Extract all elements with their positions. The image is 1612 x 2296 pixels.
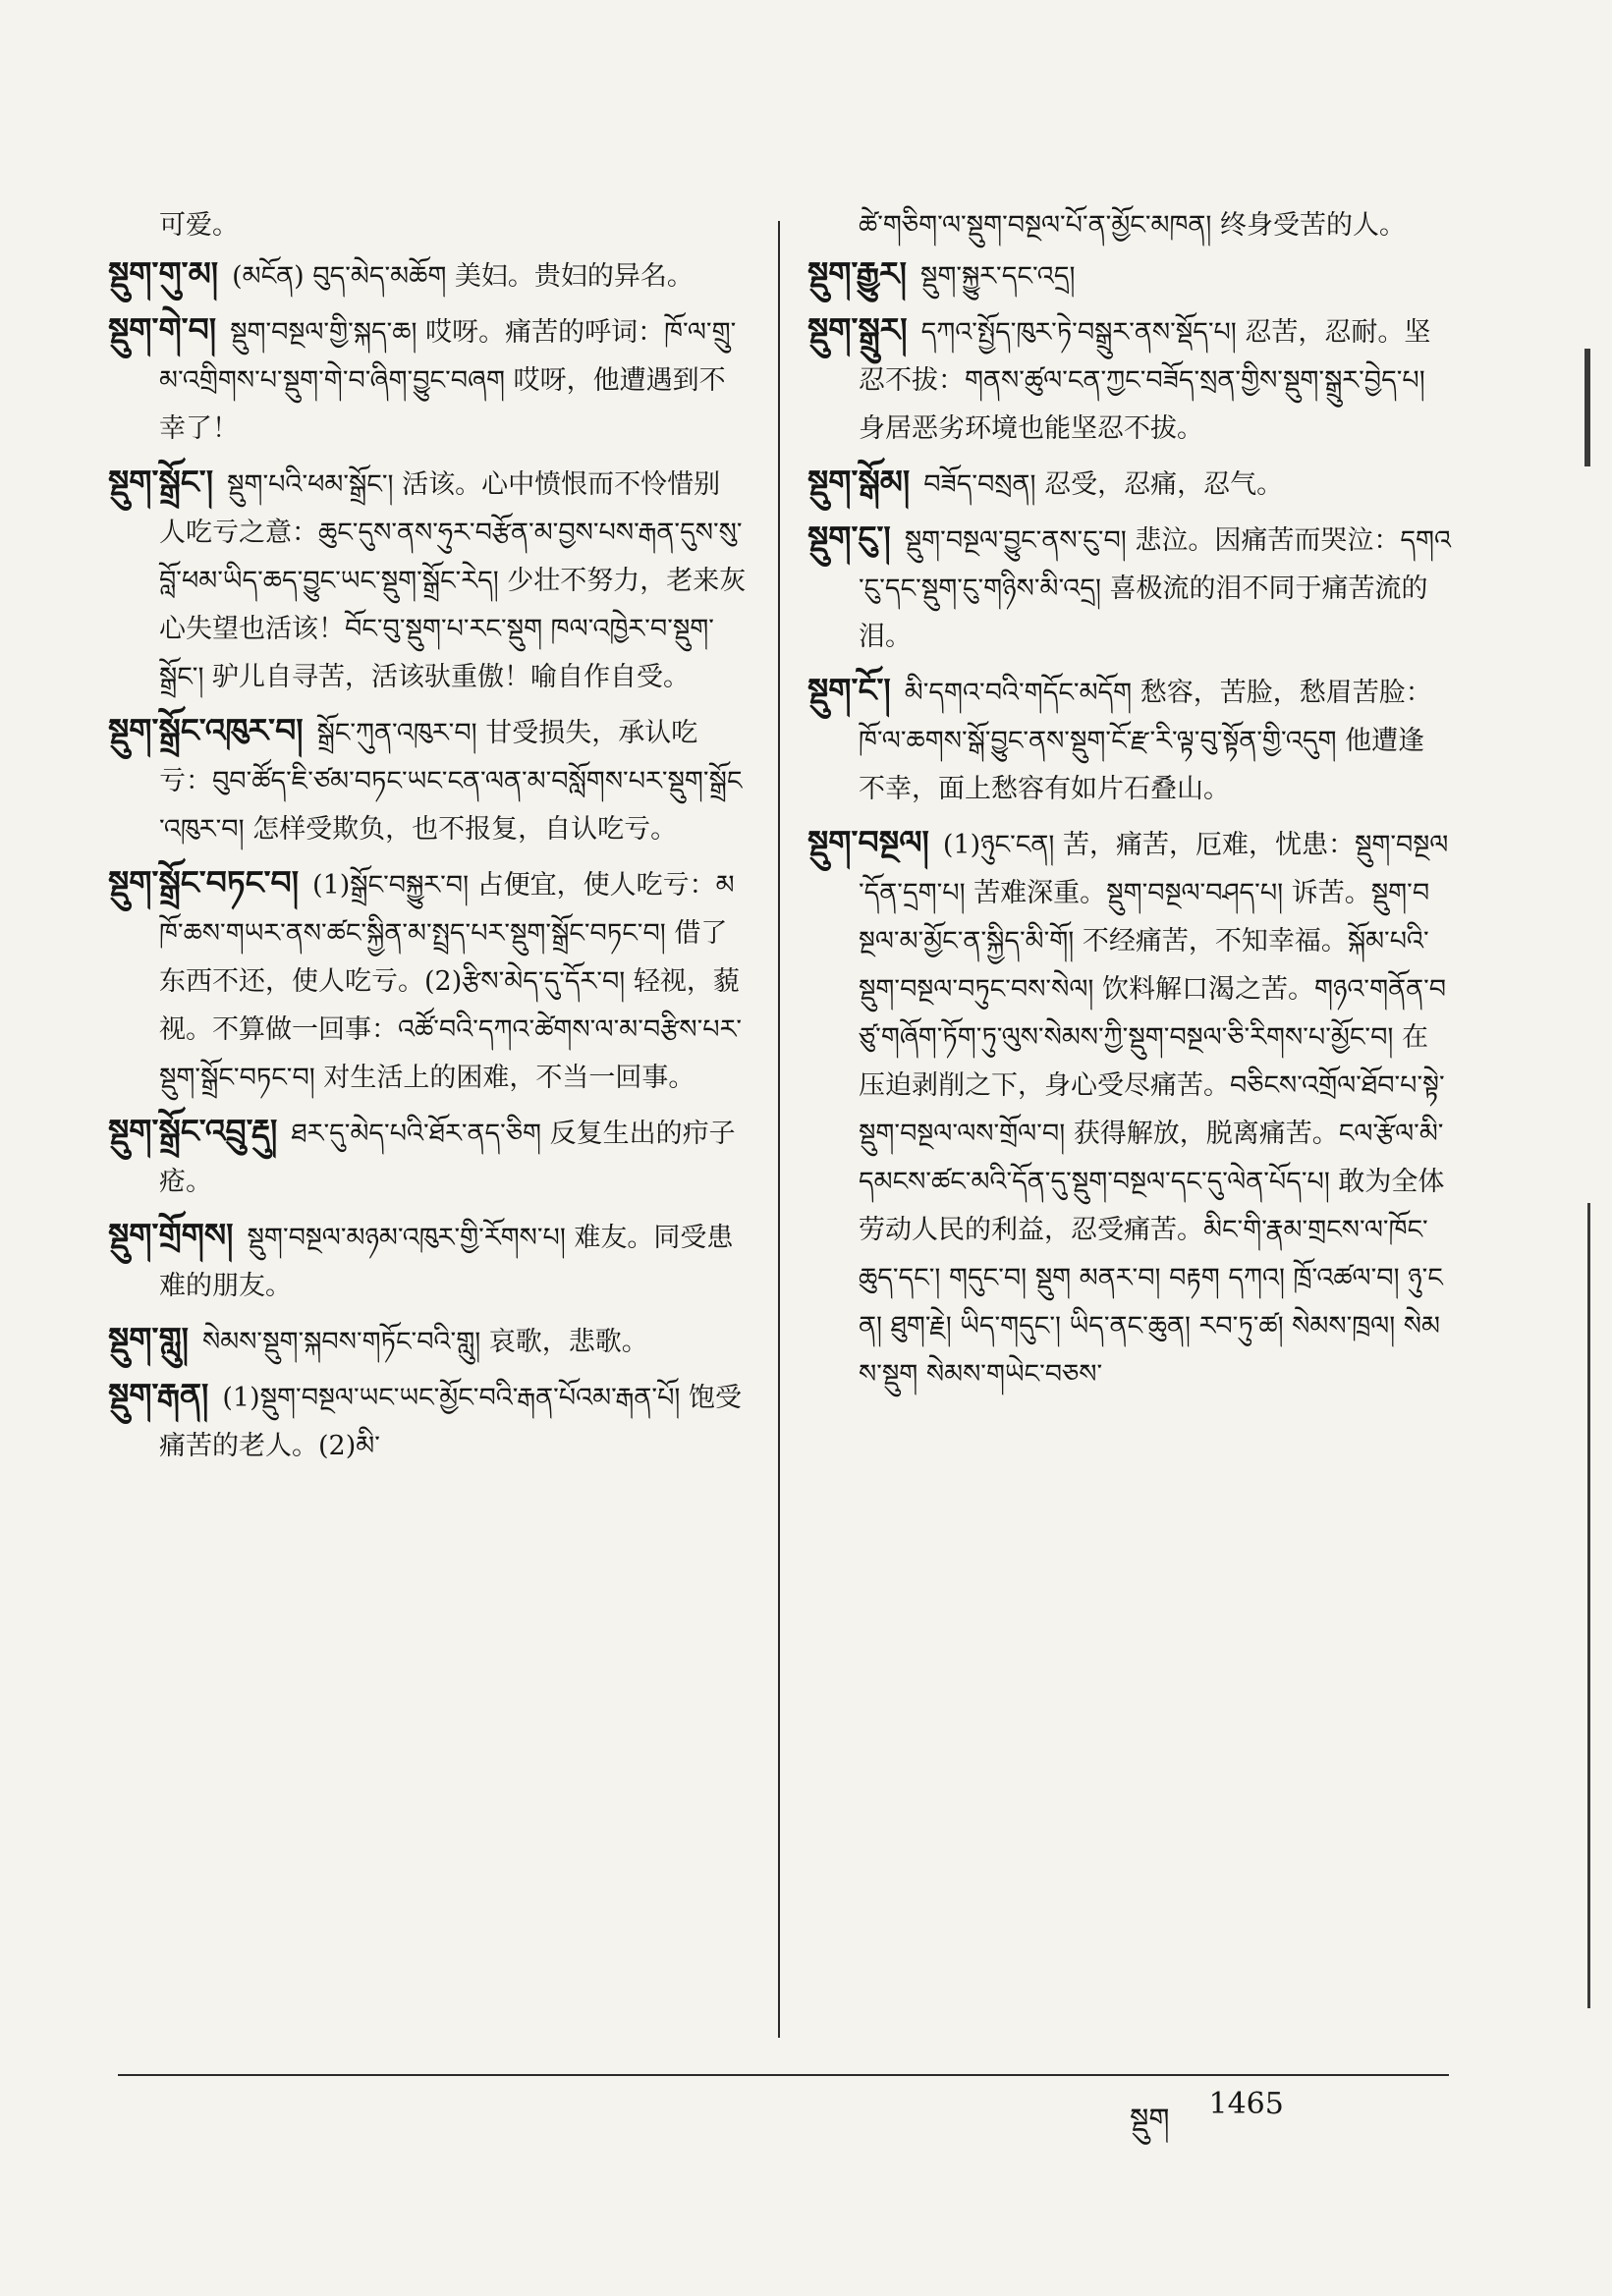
entry-definition: མི་དགའ་བའི་གདོང་མདོག 愁容，苦脸，愁眉苦脸：ཁོ་ལ་ཆགས་སྒོ་བྱུང་ནས་སྡུག་ངོ་རྫ་རི་ལྟ་བུ་སྟོན་གྱི་འདུག 他遭逢不幸，面上愁容有如片石叠山。 — [859, 678, 1432, 804]
entry-headword: སྡུག་སྒྲོང་འབྲུ་རྡུ། — [108, 1112, 278, 1150]
entry-headword: སྡུག་གླུ། — [108, 1320, 190, 1358]
entry-definition: སྡུག་བསྔལ་མཉམ་འཁུར་གྱི་རོགས་པ། 难友。同受患难的朋友。 — [159, 1223, 734, 1301]
scan-edge-mark — [1584, 349, 1590, 466]
dictionary-entry — [108, 1211, 747, 1310]
dictionary-entry — [807, 818, 1451, 1398]
dictionary-entry — [807, 249, 1451, 301]
dictionary-entry — [807, 458, 1451, 509]
entry-definition: སྒྲོང་ཀུན་འཁུར་བ། 甘受损失，承认吃亏：བུབ་ཚོད་ཇི་ཙམ་བཏང་ཡང་ངན་ལན་མ་བསློགས་པར་སྡུག་སྒྲོང་འཁུར་བ། 怎样受欺负，也不报复，自认吃亏。 — [159, 718, 743, 845]
page-number: 1465 — [1208, 2087, 1284, 2121]
entry-definition: (མངོན) བུད་མེད་མཆོག 美妇。贵妇的异名。 — [232, 261, 694, 292]
dictionary-entry — [108, 858, 747, 1102]
entry-headword: སྡུག་ངུ་། — [807, 519, 891, 557]
scan-edge-mark — [1587, 1203, 1590, 2008]
entry-definition: བཟོད་བསྲན། 忍受，忍痛，忍气。 — [923, 469, 1284, 500]
entry-definition: དཀའ་སྤྱོད་ཁུར་ཏེ་བསྒྲུར་ནས་སྡོད་པ། 忍苦，忍耐。坚忍不拔：གནས་ཚུལ་ངན་ཀྱང་བཟོད་སྲན་གྱིས་སྡུག་སྒྲུར་བྱེད་པ། 身居恶劣环境也能坚忍不拔。 — [859, 317, 1431, 444]
entry-headword: སྡུག་སྒྲོང་། — [108, 463, 214, 501]
entry-definition: སྡུག་སྐྱུར་དང་འདྲ། — [919, 261, 1076, 292]
continuation-text: ཚེ་གཅིག་ལ་སྡུག་བསྔལ་པོ་ན་མྱོང་མཁན། 终身受苦的人。 — [859, 210, 1406, 241]
entry-headword: སྡུག་གྲོགས། — [108, 1216, 234, 1254]
entry-list — [807, 249, 1451, 1398]
entry-definition: སེམས་སྡུག་སྐབས་གཏོང་བའི་གླུ། 哀歌，悲歌。 — [202, 1327, 648, 1357]
dictionary-entry — [108, 1371, 747, 1470]
entry-definition: སྡུག་བསྔལ་བྱུང་ནས་ངུ་བ། 悲泣。因痛苦而哭泣：དགའ་ངུ་དང་སྡུག་ངུ་གཉིས་མི་འདྲ། 喜极流的泪不同于痛苦流的泪。 — [859, 525, 1451, 652]
dictionary-entry — [108, 1315, 747, 1366]
entry-headword: སྡུག་ངོ་། — [807, 671, 891, 709]
entry-definition: སྡུག་བསྔལ་གྱི་སྐད་ཆ། 哎呀。痛苦的呼词：ཁོ་ལ་གྲུ་མ་འགྲིགས་པ་སྡུག་གེ་བ་ཞིག་བྱུང་བཞག 哎呀，他遭遇到不幸了！ — [159, 317, 737, 444]
page-footer — [1130, 2087, 1284, 2169]
footer-rule — [118, 2074, 1449, 2076]
dictionary-entry — [108, 305, 747, 453]
entry-headword: སྡུག་སྒོམ། — [807, 463, 911, 501]
entry-headword: སྡུག་སྒྲུར། — [807, 310, 908, 349]
dictionary-entry — [108, 706, 747, 853]
entry-definition: (1)སྒྲོང་བསྐྱུར་བ། 占便宜，使人吃亏：མཁོ་ཆས་གཡར་ནས་ཚང་སྐྱིན་མ་སྤྲད་པར་སྡུག་སྒྲོང་བཏང་བ། 借了东西不还，使人吃亏。(2)རྩིས་མེད་དུ་དོར་བ། 轻视，藐视。不算做一回事：འཚོ་བའི་དཀའ་ཚེགས་ལ་མ་བརྩིས་པར་སྡུག་སྒྲོང་བཏང་བ། 对生活上的困难，不当一回事。 — [159, 870, 743, 1093]
left-column — [108, 201, 747, 1475]
dictionary-entry — [108, 458, 747, 701]
dictionary-entry — [807, 305, 1451, 453]
entry-list — [108, 249, 747, 1470]
entry-headword: སྡུག་གུ་མ། — [108, 254, 219, 293]
continuation-text: 可爱。 — [159, 210, 239, 241]
entry-headword: སྡུག་རྒྱུར། — [807, 254, 907, 293]
dictionary-entry — [807, 666, 1451, 813]
entry-headword: སྡུག་གེ་བ། — [108, 310, 217, 349]
right-column — [807, 201, 1451, 1403]
dictionary-entry — [108, 249, 747, 301]
entry-definition: སྡུག་པའི་ཕམ་སྒྲོང་། 活该。心中愤恨而不怜惜别人吃亏之意：ཆུང་དུས་ནས་ཧུར་བརྩོན་མ་བྱས་པས་རྒན་དུས་སུ་བློ་ཕམ་ཡིད་ཆད་བྱུང་ཡང་སྡུག་སྒྲོང་རེད། 少壮不努力，老来灰心失望也活该！བོང་བུ་སྡུག་པ་རང་སྡུག ཁལ་འཁྱེར་བ་སྡུག་སྒྲོང་། 驴儿自寻苦，活该驮重傲！喻自作自受。 — [159, 469, 747, 692]
entry-definition: ཐར་དུ་མེད་པའི་ཐོར་ནད་ཅིག 反复生出的疖子疮。 — [159, 1119, 736, 1197]
column-divider — [778, 221, 780, 2038]
entry-headword: སྡུག་སྒྲོང་འཁུར་བ། — [108, 711, 304, 749]
entry-headword: སྡུག་སྒྲོང་བཏང་བ། — [108, 863, 300, 902]
dictionary-entry — [807, 514, 1451, 661]
running-keyword: སྡུག — [1130, 2103, 1170, 2137]
dictionary-entry — [108, 1107, 747, 1206]
entry-definition: (1)སྡུག་བསྔལ་ཡང་ཡང་མྱོང་བའི་རྒན་པོའམ་རྒན་པོ། 饱受痛苦的老人。(2)མི་ — [159, 1383, 742, 1461]
entry-headword: སྡུག་བསྔལ། — [807, 823, 929, 861]
entry-headword: སྡུག་རྒན། — [108, 1376, 209, 1414]
entry-definition: (1)ཉུང་ངན། 苦，痛苦，厄难，忧患：སྡུག་བསྔལ་དོན་དྲག་པ། 苦难深重。སྡུག་བསྔལ་བཤད་པ། 诉苦。སྡུག་བསྔལ་མ་མྱོང་ན་སྐྱིད་མི་གོ། 不经痛苦，不知幸福。སྐོམ་པའི་སྡུག་བསྔལ་བཏུང་བས་སེལ། 饮料解口渴之苦。གཉའ་གནོན་བཙུ་གཞོག་ཏོག་ཏུ་ལུས་སེམས་ཀྱི་སྡུག་བསྔལ་ཅི་རིགས་པ་མྱོང་བ། 在压迫剥削之下，身心受尽痛苦。བཅིངས་འགྲོལ་ཐོབ་པ་སྟེ་སྡུག་བསྔལ་ལས་གྲོལ་བ། 获得解放，脱离痛苦。ངལ་རྩོལ་མི་དམངས་ཚང་མའི་དོན་དུ་སྡུག་བསྔལ་དང་དུ་ལེན་པོད་པ། 敢为全体劳动人民的利益，忍受痛苦。མིང་གི་རྣམ་གྲངས་ལ་ཁོང་ཆུད་དང་། གདུང་བ། སྡུག མནར་བ། བརྟག དཀའ། ཁྲོ་འཚལ་བ། ཉུ་ངན། ཐུག་རྗེ། ཡིད་གདུང་། ཡིད་ནང་ཆུན། རབ་ཏུ་ཚ། སེམས་ཁྲལ། སེམས་སྡུག སེམས་གཡེང་བཅས་ — [859, 830, 1449, 1390]
